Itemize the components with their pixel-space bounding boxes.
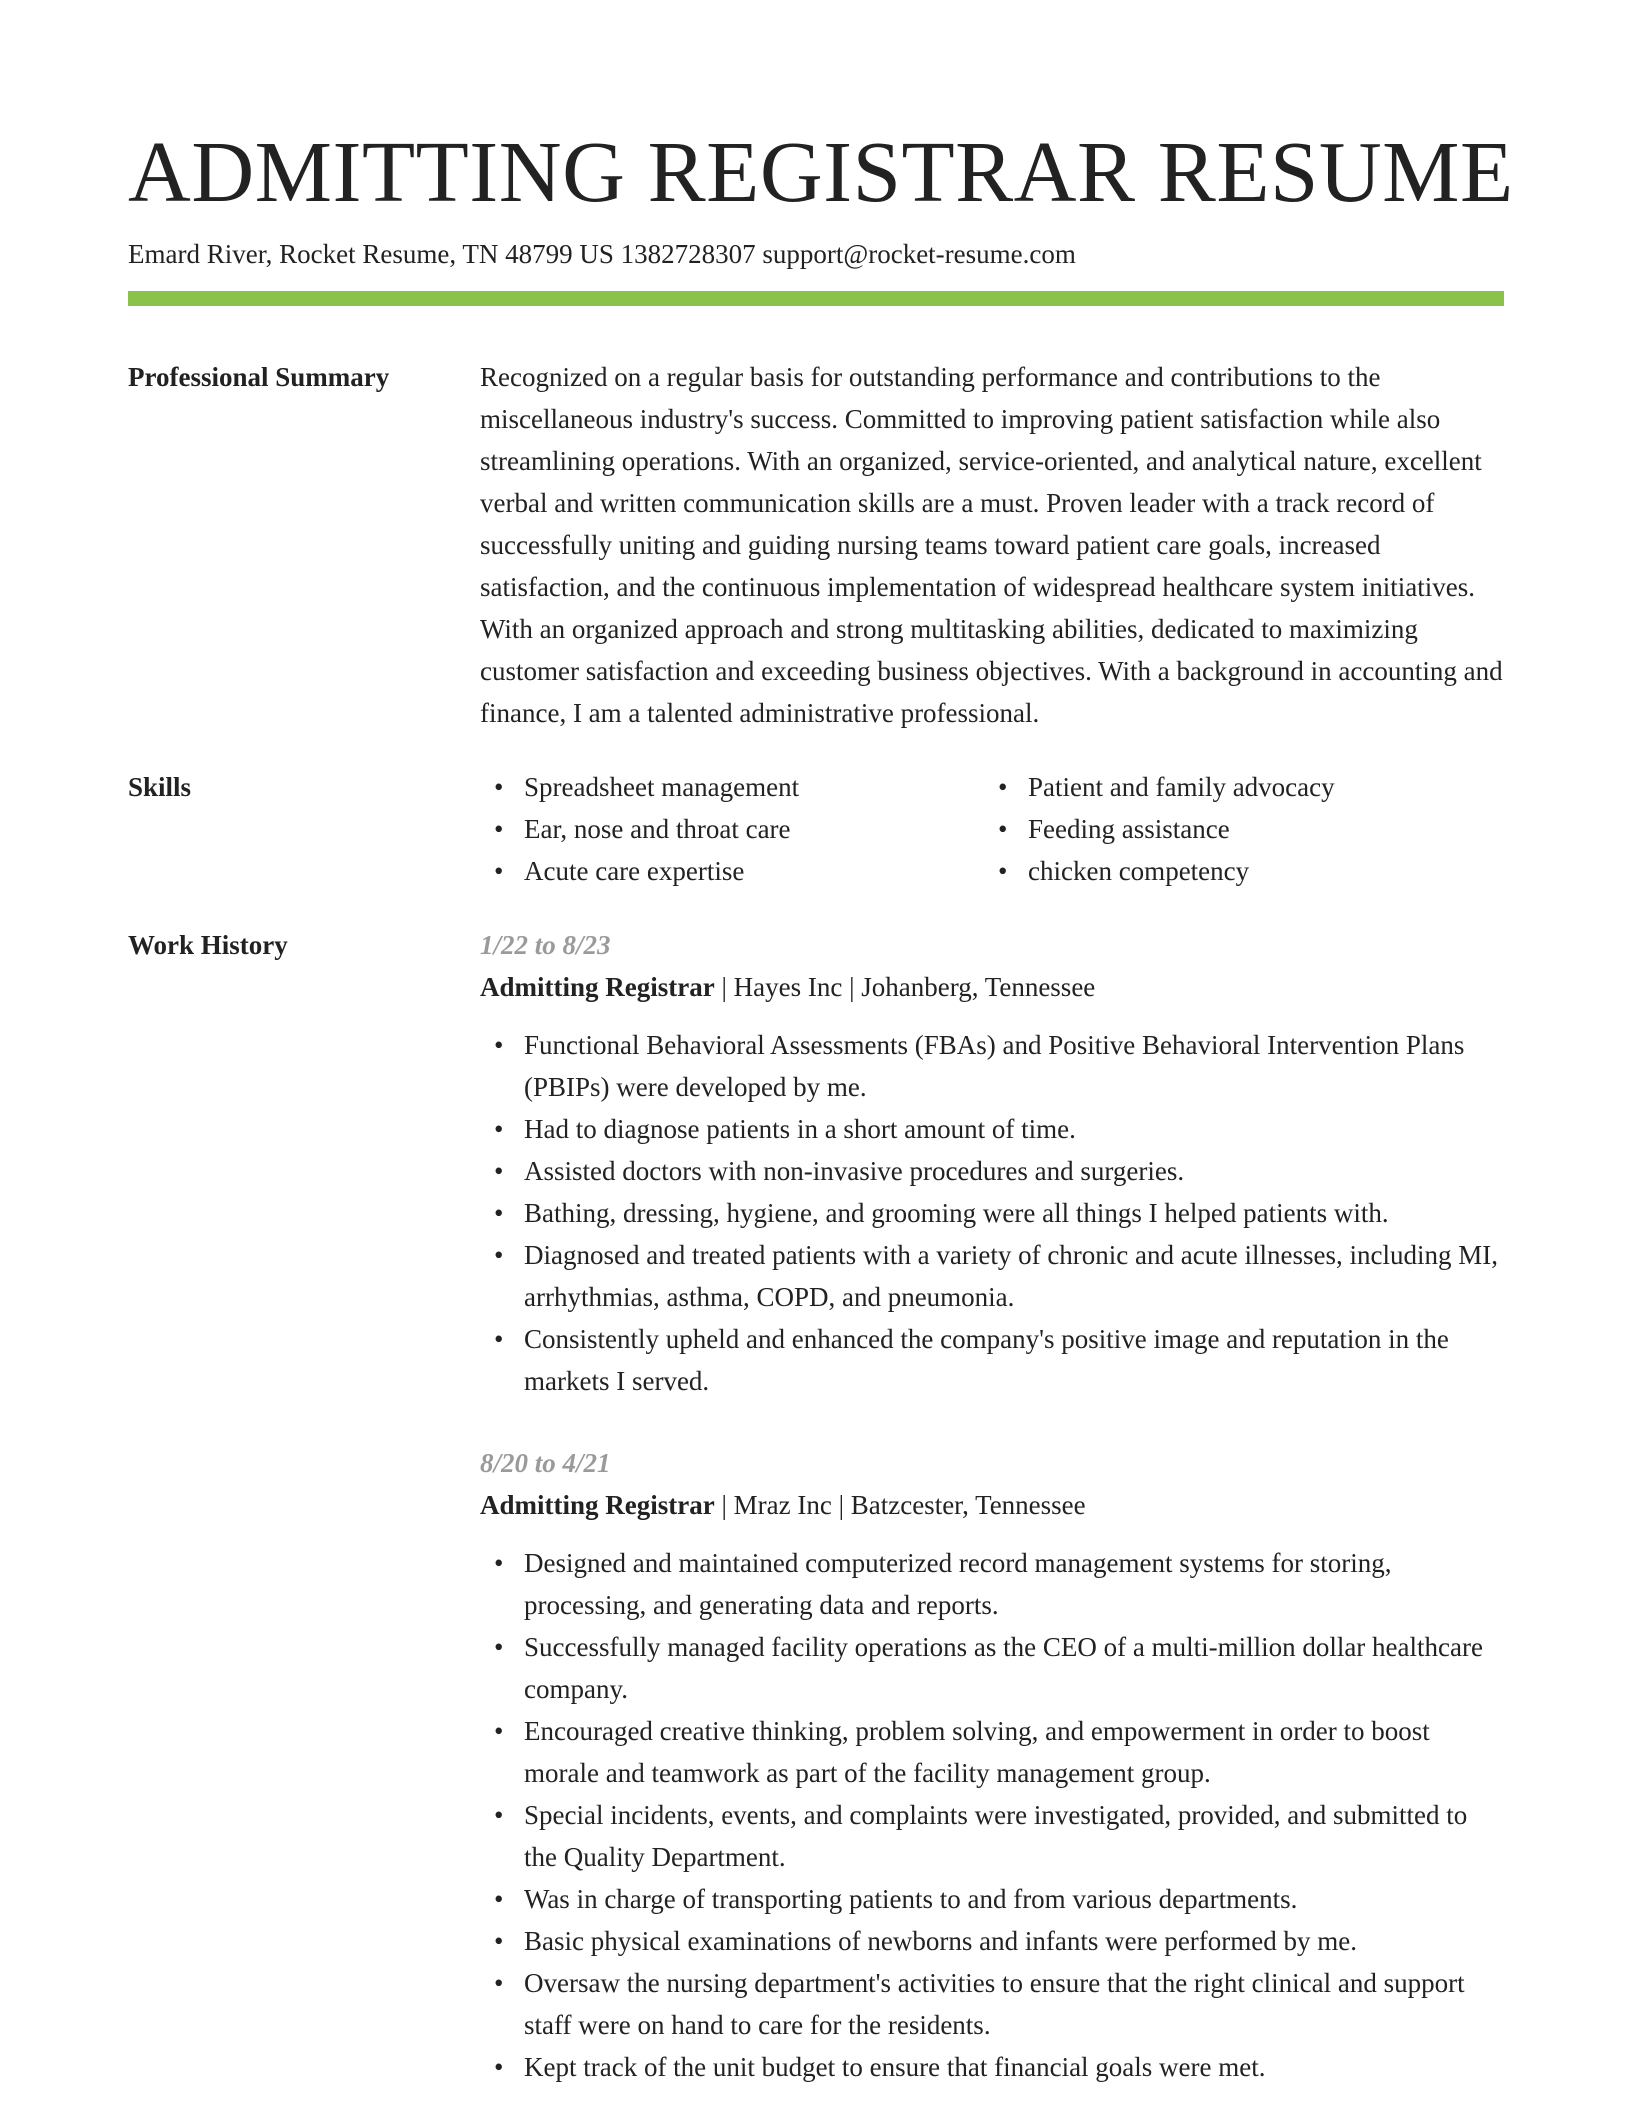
duty-item: [480, 1150, 1504, 1192]
bullet-icon: •: [494, 856, 504, 886]
separator-2: |: [831, 1490, 851, 1520]
duty-text: Special incidents, events, and complaints were investigated, provided, and submitted to the Quality Department.: [524, 1800, 1468, 1872]
skill-text: chicken competency: [1028, 856, 1250, 886]
summary-body: [480, 356, 1504, 734]
skills-section: [128, 766, 1504, 892]
job-dates: 1/22 to 8/23: [480, 930, 611, 960]
job-title: Admitting Registrar: [480, 972, 715, 1002]
job-company: Mraz Inc: [733, 1490, 832, 1520]
duty-item: [480, 1234, 1504, 1318]
bullet-icon: •: [494, 1716, 504, 1746]
duty-text: Had to diagnose patients in a short amount of time.: [524, 1114, 1076, 1144]
bullet-icon: •: [494, 1156, 504, 1186]
skill-item: [480, 850, 984, 892]
duty-text: Encouraged creative thinking, problem solving, and empowerment in order to boost morale and teamwork as part of the facility management group.: [524, 1716, 1430, 1788]
duty-item: [480, 1108, 1504, 1150]
job-company: Hayes Inc: [733, 972, 843, 1002]
skill-item: [480, 808, 984, 850]
duty-text: Assisted doctors with non-invasive procedures and surgeries.: [524, 1156, 1185, 1186]
duty-item: [480, 1962, 1504, 2046]
job-heading: [480, 1484, 1504, 1526]
duty-text: Basic physical examinations of newborns and infants were performed by me.: [524, 1926, 1358, 1956]
bullet-icon: •: [998, 814, 1008, 844]
duty-text: Oversaw the nursing department's activities to ensure that the right clinical and support staff were on hand to care for the residents.: [524, 1968, 1465, 2040]
skill-text: Feeding assistance: [1028, 814, 1230, 844]
bullet-icon: •: [494, 1800, 504, 1830]
bullet-icon: •: [494, 1240, 504, 1270]
duty-text: Designed and maintained computerized record management systems for storing, processing, and generating data and reports.: [524, 1548, 1392, 1620]
bullet-icon: •: [494, 2052, 504, 2082]
job-title: Admitting Registrar: [480, 1490, 715, 1520]
skill-text: Patient and family advocacy: [1028, 772, 1335, 802]
bullet-icon: •: [494, 1114, 504, 1144]
job-entry: [480, 924, 1504, 1402]
duty-item: [480, 1542, 1504, 1626]
bullet-icon: •: [494, 1198, 504, 1228]
bullet-icon: •: [494, 1548, 504, 1578]
bullet-icon: •: [494, 1030, 504, 1060]
resume-title: ADMITTING REGISTRAR RESUME: [128, 123, 1514, 220]
duty-item: [480, 1794, 1504, 1878]
skills-body: [480, 766, 1504, 892]
job-entry: [480, 1442, 1504, 2088]
skill-item: [984, 808, 1504, 850]
skill-item: [984, 766, 1504, 808]
contact-info: Emard River, Rocket Resume, TN 48799 US 1382728307 support@rocket-resume.com: [128, 239, 1076, 269]
skill-item: [984, 850, 1504, 892]
bullet-icon: •: [494, 814, 504, 844]
bullet-icon: •: [998, 772, 1008, 802]
job-dates: 8/20 to 4/21: [480, 1448, 611, 1478]
duty-item: [480, 1024, 1504, 1108]
skill-item: [480, 766, 984, 808]
duty-item: [480, 1192, 1504, 1234]
duty-item: [480, 1626, 1504, 1710]
duties-list: [480, 1024, 1504, 1402]
separator-1: |: [714, 1490, 734, 1520]
summary-text: Recognized on a regular basis for outstanding performance and contributions to the miscellaneous industry's success. Committed to improving patient satisfaction while also streamlining operations. With an organized, service-oriented, and analytical nature, excellent verbal and written communication skills are a must. Proven leader with a track record of successfully uniting and guiding nursing teams toward patient care goals, increased satisfaction, and the continuous implementation of widespread healthcare system initiatives. With an organized approach and strong multitasking abilities, dedicated to maximizing customer satisfaction and exceeding business objectives. With a background in accounting and finance, I am a talented administrative professional.: [480, 362, 1503, 728]
header-divider: [128, 291, 1504, 306]
work-history-body: [480, 924, 1504, 2128]
section-label-work-history: Work History: [128, 930, 288, 960]
bullet-icon: •: [494, 1324, 504, 1354]
skill-text: Acute care expertise: [524, 856, 745, 886]
duties-list: [480, 1542, 1504, 2088]
work-history-section: [128, 924, 1504, 2128]
skill-text: Ear, nose and throat care: [524, 814, 791, 844]
duty-item: [480, 1318, 1504, 1402]
duty-item: [480, 1710, 1504, 1794]
job-heading: [480, 966, 1504, 1008]
professional-summary-section: [128, 356, 1504, 734]
duty-text: Consistently upheld and enhanced the company's positive image and reputation in the markets I served.: [524, 1324, 1449, 1396]
skill-text: Spreadsheet management: [524, 772, 800, 802]
section-label-summary: Professional Summary: [128, 362, 390, 392]
bullet-icon: •: [494, 1968, 504, 1998]
bullet-icon: •: [494, 1884, 504, 1914]
job-location: Johanberg, Tennessee: [861, 972, 1096, 1002]
skills-list: [480, 766, 1504, 892]
section-label-skills: Skills: [128, 772, 192, 802]
duty-text: Was in charge of transporting patients to and from various departments.: [524, 1884, 1298, 1914]
job-location: Batzcester, Tennessee: [850, 1490, 1086, 1520]
duty-text: Functional Behavioral Assessments (FBAs) and Positive Behavioral Intervention Plans (PBIPs) were developed by me.: [524, 1030, 1465, 1102]
bullet-icon: •: [494, 1632, 504, 1662]
duty-text: Successfully managed facility operations as the CEO of a multi-million dollar healthcare company.: [524, 1632, 1483, 1704]
bullet-icon: •: [494, 1926, 504, 1956]
separator-2: |: [842, 972, 862, 1002]
duty-item: [480, 1878, 1504, 1920]
duty-text: Bathing, dressing, hygiene, and grooming were all things I helped patients with.: [524, 1198, 1389, 1228]
bullet-icon: •: [494, 772, 504, 802]
duty-text: Kept track of the unit budget to ensure that financial goals were met.: [524, 2052, 1266, 2082]
duty-item: [480, 1920, 1504, 1962]
duty-text: Diagnosed and treated patients with a variety of chronic and acute illnesses, including MI, arrhythmias, asthma, COPD, and pneumonia.: [524, 1240, 1498, 1312]
separator-1: |: [714, 972, 734, 1002]
duty-item: [480, 2046, 1504, 2088]
bullet-icon: •: [998, 856, 1008, 886]
